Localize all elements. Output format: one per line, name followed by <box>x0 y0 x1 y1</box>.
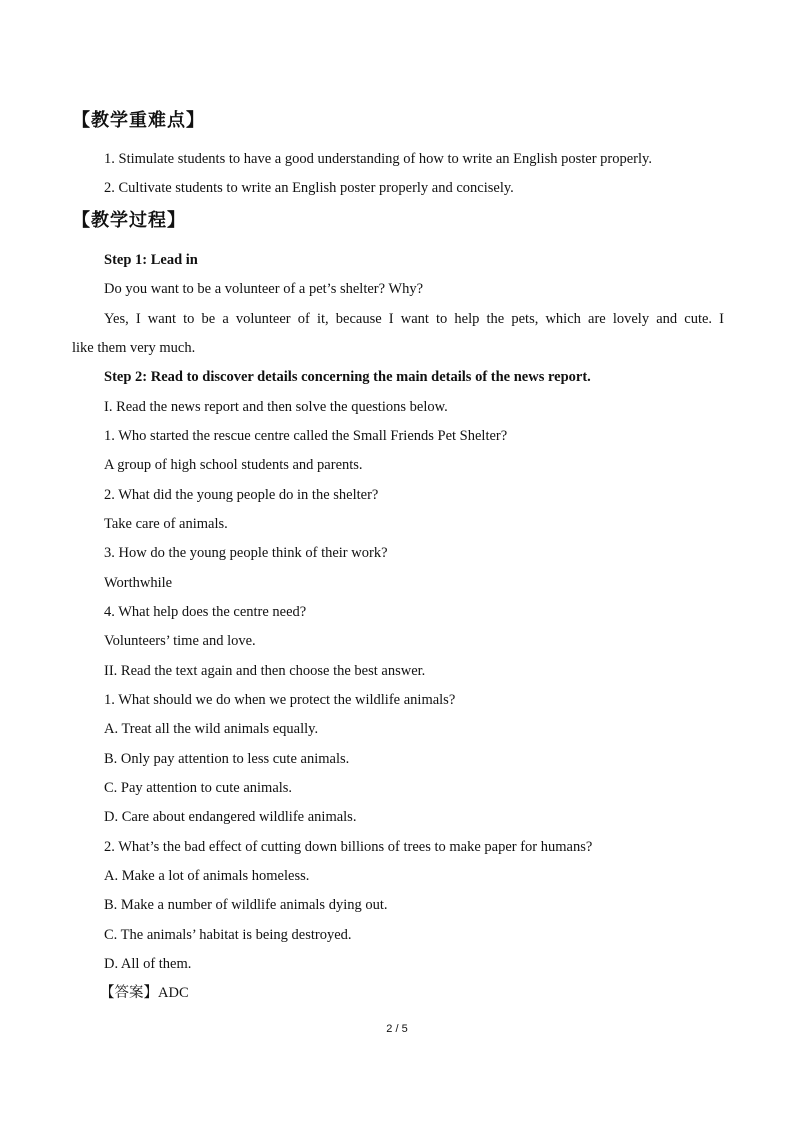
mc1-option-a: A. Treat all the wild animals equally. <box>104 721 319 737</box>
mc2-option-b: B. Make a number of wildlife animals dying out. <box>104 897 388 913</box>
mc2-option-a: A. Make a lot of animals homeless. <box>104 868 310 884</box>
answer-2: Take care of animals. <box>104 516 228 532</box>
process-heading: 【教学过程】 <box>72 210 186 231</box>
question-2: 2. What did the young people do in the shelter? <box>104 487 379 503</box>
mc1-option-b: B. Only pay attention to less cute animals. <box>104 751 350 767</box>
mc2-question: 2. What’s the bad effect of cutting down billions of trees to make paper for humans? <box>104 839 593 855</box>
key-point-1: 1. Stimulate students to have a good understanding of how to write an English poster properly. <box>104 151 652 167</box>
answer-1: A group of high school students and parents. <box>104 457 363 473</box>
question-3: 3. How do the young people think of their work? <box>104 545 388 561</box>
key-points-heading: 【教学重难点】 <box>72 110 205 131</box>
question-1: 1. Who started the rescue centre called the Small Friends Pet Shelter? <box>104 428 508 444</box>
mc1-question: 1. What should we do when we protect the wildlife animals? <box>104 692 456 708</box>
answer-3: Worthwhile <box>104 575 173 591</box>
part2-intro: II. Read the text again and then choose the best answer. <box>104 663 426 679</box>
step1-answer-line1: Yes, I want to be a volunteer of it, because I want to help the pets, which are lovely and cute. I <box>104 311 724 327</box>
step1-answer-line2: like them very much. <box>72 340 196 356</box>
key-point-2: 2. Cultivate students to write an English poster properly and concisely. <box>104 180 514 196</box>
mc2-option-c: C. The animals’ habitat is being destroyed. <box>104 927 352 943</box>
question-4: 4. What help does the centre need? <box>104 604 307 620</box>
mc2-option-d: D. All of them. <box>104 956 192 972</box>
mc1-option-c: C. Pay attention to cute animals. <box>104 780 293 796</box>
part1-intro: I. Read the news report and then solve the questions below. <box>104 399 448 415</box>
step1-question: Do you want to be a volunteer of a pet’s shelter? Why? <box>104 281 424 297</box>
mc1-option-d: D. Care about endangered wildlife animals. <box>104 809 357 825</box>
page-number: 2 / 5 <box>386 1023 408 1035</box>
answer-key: 【答案】ADC <box>100 985 189 1001</box>
answer-4: Volunteers’ time and love. <box>104 633 256 649</box>
step2-title: Step 2: Read to discover details concerning the main details of the news report. <box>104 369 591 385</box>
step1-title: Step 1: Lead in <box>104 252 198 268</box>
